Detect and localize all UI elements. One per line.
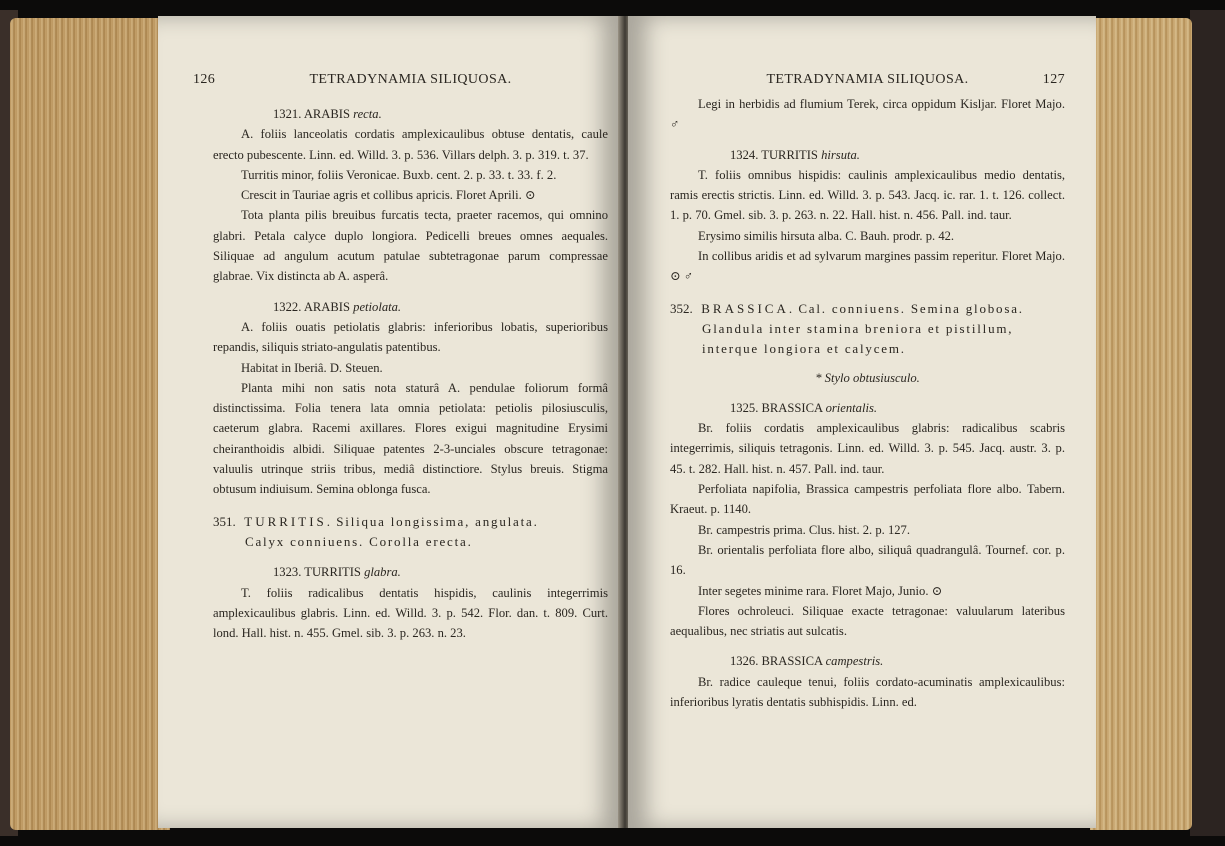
entry-heading-1325 bbox=[670, 398, 1065, 418]
species-name: orientalis. bbox=[825, 400, 877, 415]
section-note: * Stylo obtusiusculo. bbox=[815, 370, 920, 385]
entry-paragraph: Inter segetes minime rara. Floret Majo, Junio. ⊙ bbox=[698, 583, 943, 598]
entry-number: 1325. bbox=[730, 400, 759, 415]
entry-paragraph: Flores ochroleuci. Siliquae exacte tetragonae: valuularum lateribus aequalibus, nec striatis aut sulcatis. bbox=[670, 603, 1065, 639]
genus-diagnosis-continued: Glandula inter stamina breniora et pistillum, interque longiora et calycem. bbox=[702, 320, 1014, 357]
entry-paragraph: Crescit in Tauriae agris et collibus apricis. Floret Aprili. ⊙ bbox=[241, 188, 536, 203]
left-page bbox=[158, 16, 621, 828]
right-page bbox=[628, 16, 1096, 828]
entry-paragraph: Turritis minor, foliis Veronicae. Buxb. cent. 2. p. 33. t. 33. f. 2. bbox=[241, 167, 557, 182]
entry-heading-1326 bbox=[670, 651, 1065, 671]
genus-name: TURRITIS bbox=[761, 147, 818, 162]
genus-name: BRASSICA bbox=[761, 400, 823, 415]
entry-paragraph: A. foliis lanceolatis cordatis amplexicaulibus obtuse dentatis, caule erecto pubescente. Linn. ed. Willd. 3. p. 536. Villars delph. 3. p. 319. t. 37. bbox=[213, 127, 608, 162]
entry-paragraph: Br. radice cauleque tenui, foliis cordato-acuminatis amplexicaulibus: inferioribus lyratis dentatis subhispidis. Linn. ed. bbox=[670, 674, 1065, 710]
entry-paragraph: A. foliis ouatis petiolatis glabris: inferioribus lobatis, superioribus repandis, siliquis striato-angulatis patentibus. bbox=[213, 319, 608, 355]
entry-paragraph: Tota planta pilis breuibus furcatis tecta, praeter racemos, qui omnino glabri. Petala calyce duplo longiora. Pedicelli breues omnes aequales. Siliquae ad angulum acutum patulae subtetragonae parum compressae glabrae. Vix distincta ab A. asperâ. bbox=[213, 208, 608, 284]
entry-paragraph: T. foliis omnibus hispidis: caulinis amplexicaulibus medio dentatis, ramis erectis strictis. Linn. ed. Willd. 3. p. 543. Jacq. ic. rar. 1. t. 126. collect. 1. p. 70. Gmel. sib. 3. p. 263. n. 22. Hall. hist. n. 456. Pall. ind. taur. bbox=[670, 167, 1065, 223]
entry-paragraph: In collibus aridis et ad sylvarum margines passim reperitur. Floret Majo. ⊙ ♂ bbox=[670, 249, 1065, 284]
page-number: 127 bbox=[1042, 72, 1065, 87]
page-edges-right bbox=[1090, 18, 1192, 830]
entry-paragraph: T. foliis radicalibus dentatis hispidis, caulinis integerrimis amplexicaulibus glabris. Linn. ed. Willd. 3. p. 542. Flor. dan. t. 809. Curt. lond. Hall. hist. n. 455. Gmel. sib. 3. p. 263. n. 23. bbox=[213, 585, 608, 641]
genus-number: 352. bbox=[670, 300, 693, 316]
right-page-content bbox=[670, 16, 1065, 712]
entry-number: 1324. bbox=[730, 147, 759, 162]
species-name: recta. bbox=[353, 107, 382, 121]
entry-paragraph: Habitat in Iberiâ. D. Steuen. bbox=[241, 360, 383, 375]
genus-title: BRASSICA. bbox=[701, 300, 796, 316]
book-cover-right bbox=[1190, 10, 1225, 836]
left-running-header bbox=[193, 70, 608, 94]
genus-diagnosis-continued: Calyx conniuens. Corolla erecta. bbox=[245, 533, 473, 549]
genus-number: 351. bbox=[213, 513, 236, 529]
right-running-header bbox=[670, 70, 1065, 94]
page-number: 126 bbox=[193, 72, 216, 87]
genus-name: TURRITIS bbox=[304, 565, 361, 580]
genus-name: ARABIS bbox=[303, 107, 350, 121]
entry-number: 1323. bbox=[273, 565, 302, 580]
running-head: TETRADYNAMIA SILIQUOSA. bbox=[766, 72, 969, 87]
entry-heading-1323 bbox=[213, 562, 608, 582]
entry-heading-1322 bbox=[213, 297, 608, 317]
entry-paragraph: Erysimo similis hirsuta alba. C. Bauh. prodr. p. 42. bbox=[698, 228, 955, 243]
left-page-content bbox=[193, 16, 608, 643]
entry-number: 1326. bbox=[730, 654, 759, 669]
entry-number: 1322. bbox=[273, 299, 302, 314]
genus-diagnosis: Cal. conniuens. Semina globosa. bbox=[798, 300, 1024, 316]
entry-heading-1324 bbox=[670, 145, 1065, 165]
continued-paragraph: Legi in herbidis ad flumium Terek, circa oppidum Kisljar. Floret Majo. ♂ bbox=[670, 97, 1065, 132]
entry-paragraph: Perfoliata napifolia, Brassica campestris perfoliata flore albo. Tabern. Kraeut. p. 1140. bbox=[670, 482, 1065, 517]
species-name: petiolata. bbox=[353, 299, 402, 314]
entry-number: 1321. bbox=[273, 107, 302, 121]
species-name: hirsuta. bbox=[821, 147, 860, 162]
running-head: TETRADYNAMIA SILIQUOSA. bbox=[309, 72, 512, 87]
genus-diagnosis: Siliqua longissima, angulata. bbox=[336, 513, 539, 529]
genus-heading-351 bbox=[213, 512, 608, 532]
species-name: campestris. bbox=[825, 654, 884, 669]
genus-name: ARABIS bbox=[303, 299, 350, 314]
entry-paragraph: Br. foliis cordatis amplexicaulibus glabris: radicalibus scabris integerrimis, siliquis tetragonis. Linn. ed. Willd. 3. p. 545. Jacq. austr. 3. p. 45. t. 282. Hall. hist. n. 457. Pall. ind. taur. bbox=[670, 421, 1065, 476]
page-edges-left bbox=[10, 18, 170, 830]
entry-heading-1321 bbox=[213, 104, 608, 124]
species-name: glabra. bbox=[364, 565, 401, 580]
genus-name: BRASSICA bbox=[761, 654, 823, 669]
entry-paragraph: Planta mihi non satis nota staturâ A. pendulae foliorum formâ distinctissima. Folia tenera lata omnia petiolata: petiolis pilosiusculis, caeterum glabra. Racemi axillares. Flores exigui magnitudine Erysimi cheiranthoidis albidi. Siliquae patentes 2-3-unciales obscure tetragonae: valuulis utrinque striis tribus, mediâ distinctiore. Stylus breuis. Stigma obtusum indiuisum. Semina oblonga fusca. bbox=[213, 380, 608, 497]
entry-paragraph: Br. campestris prima. Clus. hist. 2. p. 127. bbox=[698, 522, 910, 537]
entry-paragraph: Br. orientalis perfoliata flore albo, siliquâ quadrangulâ. Tournef. cor. p. 16. bbox=[670, 542, 1065, 578]
genus-heading-352 bbox=[670, 299, 1065, 319]
genus-title: TURRITIS. bbox=[244, 513, 333, 529]
